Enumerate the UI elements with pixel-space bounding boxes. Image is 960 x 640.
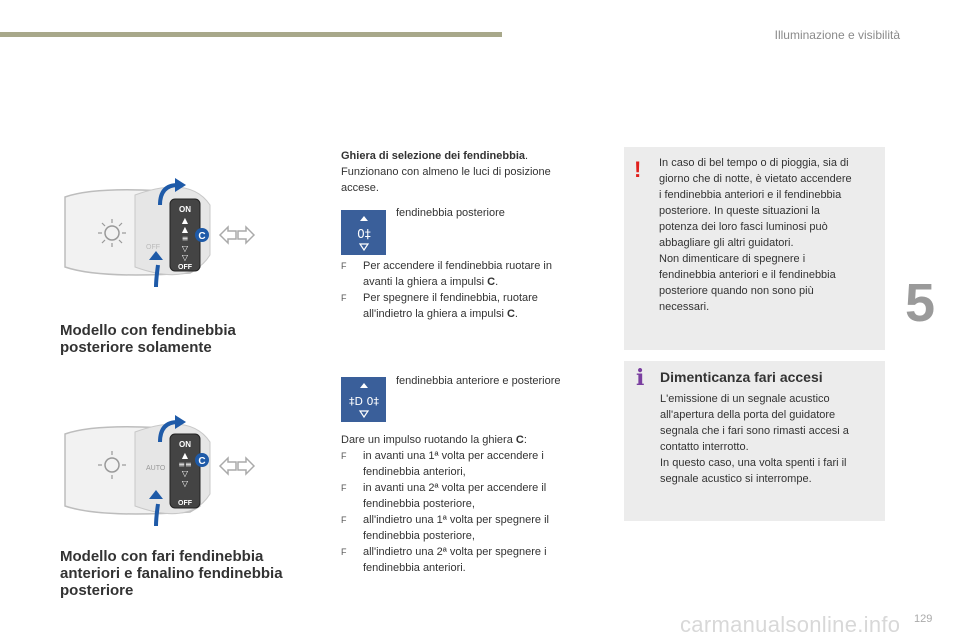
svg-text:▽: ▽ bbox=[181, 469, 189, 478]
front-rear-fog-light-icon bbox=[346, 381, 382, 419]
push-arrows-icon bbox=[220, 227, 254, 243]
section-title: Illuminazione e visibilità bbox=[774, 28, 900, 42]
info-text: L'emissione di un segnale acustico all'apertura della porta del guidatore segnala che i fari sono rimasti accesi a contatto interrotto. In questo caso, una volta spenti i fari il segnale acustico si interrompe. bbox=[660, 393, 849, 485]
page-number: 129 bbox=[914, 613, 933, 625]
list-item: F in avanti una 2ª volta per accendere il fendinebbia posteriore, bbox=[341, 482, 547, 510]
stalk-figure-bottom bbox=[60, 410, 330, 530]
front-rear-fog-instructions: Dare un impulso ruotando la ghiera C: F in avanti una 1ª volta per accendere i fendinebbia anteriori, F in avanti una 2ª volta per accendere il fendinebbia posteriore, F all'indietro una 1ª volta per spegnere il fendinebbia posteriore, F all'indietro una 2ª volta per spegnere i fendinebbia anteriori. bbox=[341, 432, 591, 576]
push-arrows-icon bbox=[220, 458, 254, 474]
svg-text:OFF: OFF bbox=[146, 244, 160, 251]
warning-text: In caso di bel tempo o di pioggia, sia di giorno che di notte, è vietato accendere i fendinebbia anteriori e il fendinebbia posteriore. In queste situazioni la potenza dei loro fasci luminosi può abbagliare gli altri guidatori. Non dimenticare di spegnere i fendinebbia anteriori e il fendinebbia posteriore quando non sono più necessari. bbox=[659, 157, 852, 313]
svg-text:≡≡: ≡≡ bbox=[178, 460, 192, 469]
ring-label-on: ON bbox=[179, 440, 191, 449]
front-rear-fog-symbol-box bbox=[341, 377, 386, 422]
rear-fog-light-icon bbox=[349, 214, 379, 252]
ring-label-off: OFF bbox=[178, 264, 192, 271]
arrow-down-rotate-icon bbox=[156, 265, 158, 287]
info-panel bbox=[624, 361, 885, 521]
list-item: F in avanti una 1ª volta per accendere i fendinebbia anteriori, bbox=[341, 450, 544, 478]
svg-text:▽: ▽ bbox=[181, 479, 189, 488]
info-icon: i bbox=[636, 365, 645, 391]
fog-ring-intro: Ghiera di selezione dei fendinebbia. Funzionano con almeno le luci di posizione accese. bbox=[341, 150, 551, 194]
svg-text:‡D 0‡: ‡D 0‡ bbox=[348, 394, 379, 408]
ring-label-on: ON bbox=[179, 205, 191, 214]
rear-fog-instructions bbox=[341, 258, 591, 322]
svg-text:▲: ▲ bbox=[181, 216, 189, 225]
list-item: F Per spegnere il fendinebbia, ruotare all'indietro la ghiera a impulsi C. bbox=[341, 292, 538, 320]
header-accent-bar bbox=[0, 32, 502, 37]
heading-front-and-rear: Modello con fari fendinebbia anteriori e fanalino fendinebbia posteriore bbox=[60, 548, 283, 599]
chapter-number: 5 bbox=[905, 273, 936, 333]
front-rear-fog-label: fendinebbia anteriore e posteriore bbox=[396, 375, 561, 387]
svg-text:C: C bbox=[198, 231, 206, 242]
svg-text:0‡: 0‡ bbox=[356, 226, 371, 241]
list-item: F all'indietro una 2ª volta per spegnere i fendinebbia anteriori. bbox=[341, 546, 547, 574]
info-title: Dimenticanza fari accesi bbox=[660, 369, 823, 385]
svg-text:▲: ▲ bbox=[181, 451, 189, 460]
watermark: carmanualsonline.info bbox=[680, 612, 901, 637]
list-item: F all'indietro una 1ª volta per spegnere il fendinebbia posteriore, bbox=[341, 514, 549, 542]
stalk-figure-top bbox=[60, 175, 330, 290]
heading-rear-only: Modello con fendinebbia posteriore solamente bbox=[60, 322, 236, 356]
rear-fog-label: fendinebbia posteriore bbox=[396, 207, 505, 219]
svg-text:▽: ▽ bbox=[181, 253, 189, 262]
ring-label-auto: AUTO bbox=[146, 465, 166, 472]
warning-icon: ! bbox=[634, 157, 642, 182]
list-item: F Per accendere il fendinebbia ruotare in avanti la ghiera a impulsi C. bbox=[341, 260, 552, 288]
warning-panel bbox=[624, 147, 885, 350]
ring-label-off: OFF bbox=[178, 500, 192, 507]
rear-fog-symbol-box bbox=[341, 210, 386, 255]
svg-text:C: C bbox=[198, 456, 206, 467]
svg-text:≡: ≡ bbox=[181, 234, 189, 243]
arrow-down-rotate-icon bbox=[156, 504, 158, 526]
svg-text:▲: ▲ bbox=[181, 225, 189, 234]
svg-text:▽: ▽ bbox=[181, 244, 189, 253]
